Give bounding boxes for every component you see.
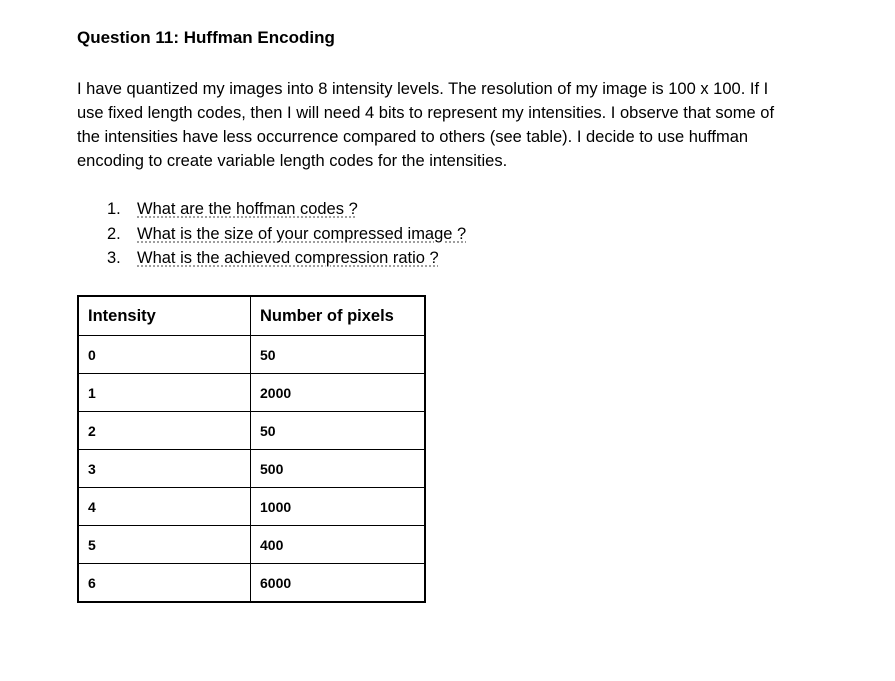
pixel-count-cell: 500 (251, 450, 426, 488)
description-line: I have quantized my images into 8 intensity levels. The resolution of my image is 100 x 100. If I (77, 80, 769, 98)
question-list (107, 197, 466, 271)
description-line: use fixed length codes, then I will need 4 bits to represent my intensities. I observe that some of (77, 104, 775, 122)
question-title: Question 11: Huffman Encoding (77, 28, 335, 47)
pixel-count-cell: 50 (251, 412, 426, 450)
question-text: What is the size of your compressed image ? (137, 224, 467, 243)
question-number: 2. (107, 224, 121, 243)
intensity-pixel-table (77, 295, 426, 603)
question-text: What is the achieved compression ratio ? (137, 249, 439, 267)
table-row (78, 526, 425, 564)
intensity-cell: 6 (78, 564, 251, 603)
table-row (78, 488, 425, 526)
question-item-3 (107, 246, 466, 271)
description-line: encoding to create variable length codes for the intensities. (77, 152, 508, 170)
table-row (78, 374, 425, 412)
table-row (78, 336, 425, 374)
description-line: the intensities have less occurrence compared to others (see table). I decide to use huffman (77, 128, 749, 146)
problem-description (77, 77, 867, 173)
intensity-cell: 0 (78, 336, 251, 374)
question-number: 1. (107, 200, 121, 218)
intensity-cell: 5 (78, 526, 251, 564)
table-row (78, 450, 425, 488)
header-intensity: Intensity (78, 296, 251, 336)
pixel-count-cell: 400 (251, 526, 426, 564)
question-number: 3. (107, 249, 121, 267)
question-text: What are the hoffman codes ? (137, 200, 358, 218)
pixel-count-cell: 1000 (251, 488, 426, 526)
intensity-cell: 2 (78, 412, 251, 450)
intensity-cell: 1 (78, 374, 251, 412)
table-header-row (78, 296, 425, 336)
question-item-2 (107, 222, 466, 247)
question-item-1 (107, 197, 466, 222)
table-row (78, 564, 425, 603)
header-number-of-pixels: Number of pixels (251, 296, 426, 336)
pixel-count-cell: 2000 (251, 374, 426, 412)
pixel-count-cell: 50 (251, 336, 426, 374)
table-row (78, 412, 425, 450)
intensity-cell: 4 (78, 488, 251, 526)
intensity-cell: 3 (78, 450, 251, 488)
pixel-count-cell: 6000 (251, 564, 426, 603)
